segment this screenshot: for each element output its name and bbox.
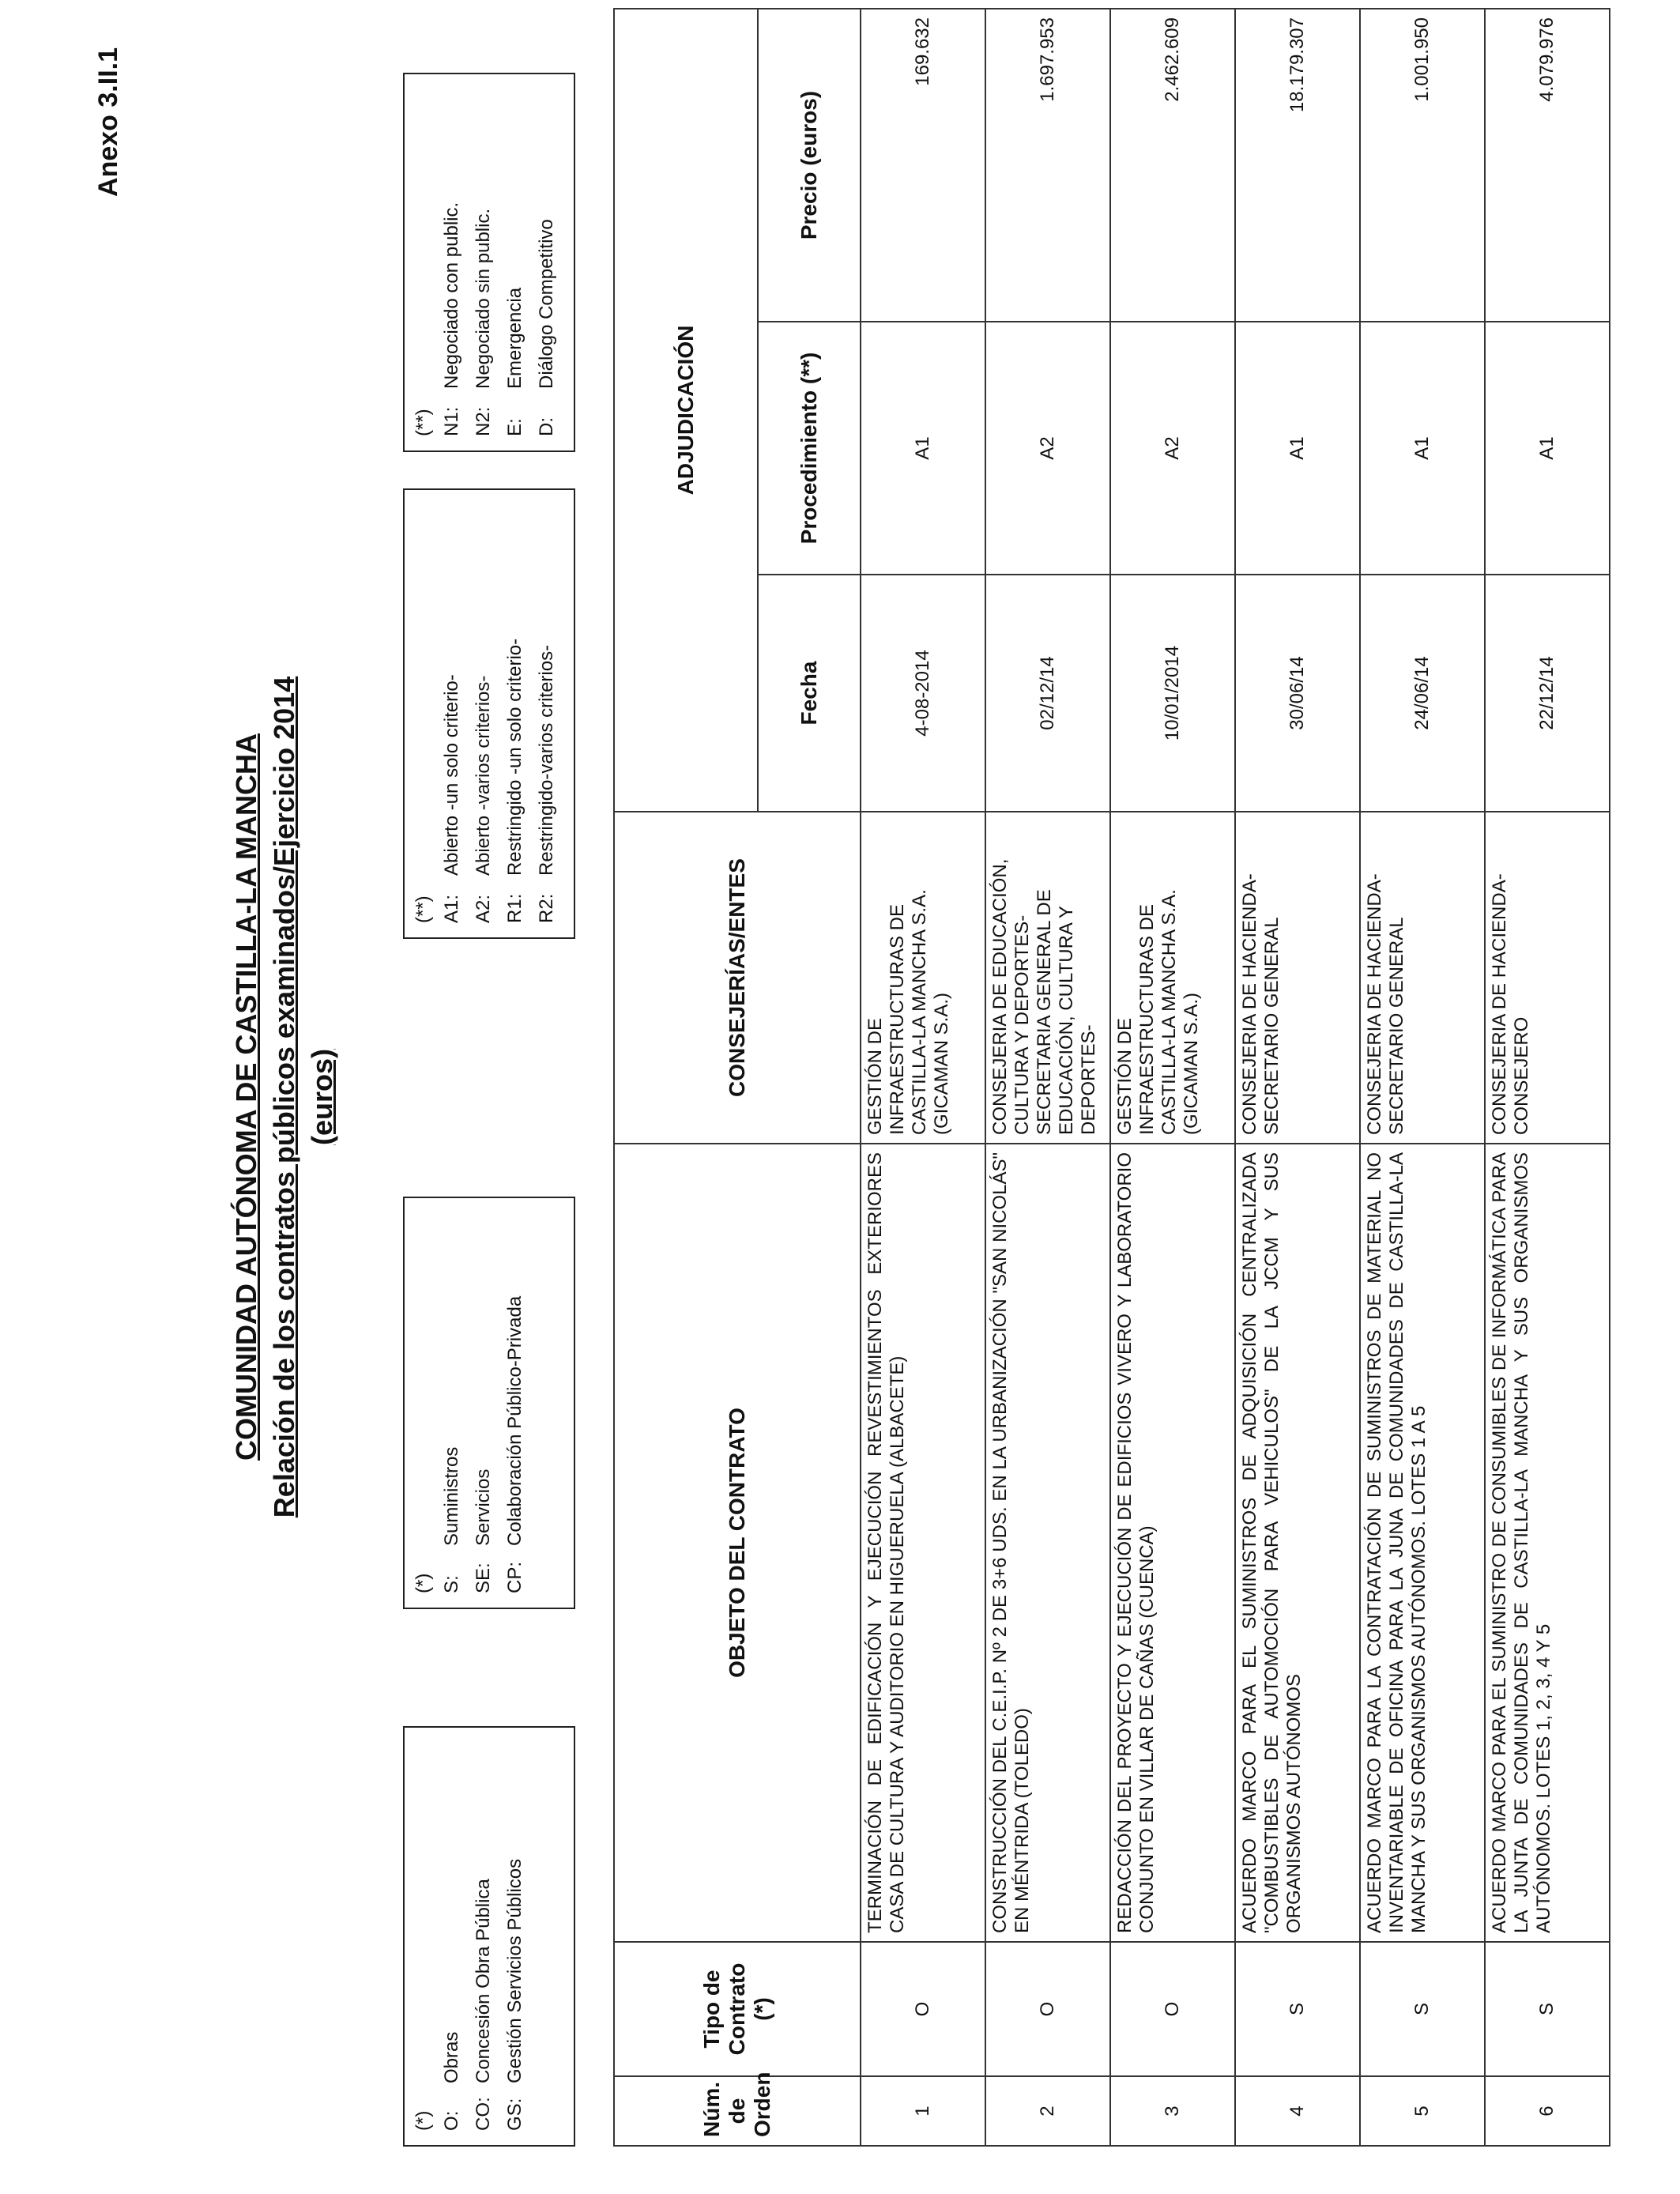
table-row [1485,9,1610,2146]
cell-ente: GESTIÓN DE INFRAESTRUCTURAS DE CASTILLA-LA MANCHA S.A. (GICAMAN S.A.) [861,812,985,1144]
cell-tipo: S [1485,1942,1610,2076]
table-row [1360,9,1485,2146]
legend-item: N2:Negociado sin public. [473,208,494,436]
cell-objeto: ACUERDO MARCO PARA LA CONTRATACIÓN DE SUMINISTROS DE MATERIAL NO INVENTARIABLE DE OFICINA PARA LA JUNA DE COMUNIDADES DE CASTILLA-LA MANCHA Y SUS ORGANISMOS AUTÓNOMOS. LOTES 1 A 5 [1360,1144,1485,1942]
legend-item: N1:Negociado con public. [441,202,462,436]
annex-label: Anexo 3.II.1 [93,47,123,197]
title-line-3: (euros) [306,1049,338,1146]
cell-procedimiento: A2 [1110,322,1235,575]
document-title [228,0,341,2194]
legend-marker: (**) [412,895,434,923]
legend-item: A2:Abierto -varios criterios- [473,675,494,923]
cell-tipo: O [861,1942,985,2076]
legend-contract-types-1 [403,1726,575,2147]
legend-procedures-1 [403,488,575,939]
legend-item: E:Emergencia [504,287,525,436]
cell-procedimiento: A1 [1485,322,1610,575]
cell-objeto: CONSTRUCCIÓN DEL C.E.I.P. Nº 2 DE 3+6 UDS. EN LA URBANIZACIÓN "SAN NICOLÁS" EN MÉNTRIDA (TOLEDO) [985,1144,1110,1942]
legend-item: GS:Gestión Servicios Públicos [504,1858,525,2131]
header-precio: Precio (euros) [758,9,861,322]
legend-marker: (*) [412,2110,434,2131]
cell-fecha: 4-08-2014 [861,575,985,812]
header-num: Núm. de Orden [614,2076,861,2146]
cell-num: 4 [1235,2076,1360,2146]
cell-procedimiento: A1 [1235,322,1360,575]
cell-ente: CONSEJERIA DE HACIENDA-SECRETARIO GENERAL [1360,812,1485,1144]
cell-objeto: TERMINACIÓN DE EDIFICACIÓN Y EJECUCIÓN REVESTIMIENTOS EXTERIORES CASA DE CULTURA Y AUDITORIO EN HIGUERUELA (ALBACETE) [861,1144,985,1942]
cell-procedimiento: A1 [1360,322,1485,575]
cell-tipo: S [1235,1942,1360,2076]
cell-precio: 2.462.609 [1110,9,1235,322]
table-row [1110,9,1235,2146]
table-row [861,9,985,2146]
table-row [1235,9,1360,2146]
legend-item: CP:Colaboración Público-Privada [504,1295,525,1593]
cell-ente: CONSEJERIA DE HACIENDA-SECRETARIO GENERAL [1235,812,1360,1144]
cell-num: 6 [1485,2076,1610,2146]
legend-item: CO:Concesión Obra Pública [473,1879,494,2131]
cell-precio: 1.697.953 [985,9,1110,322]
legend-item: S:Suministros [441,1446,462,1593]
header-fecha: Fecha [758,575,861,812]
cell-fecha: 10/01/2014 [1110,575,1235,812]
cell-tipo: O [1110,1942,1235,2076]
header-adjudicacion: ADJUDICACIÓN [614,9,758,812]
legend-contract-types-2 [403,1197,575,1609]
cell-ente: CONSEJERIA DE HACIENDA-CONSEJERO [1485,812,1610,1144]
legend-marker: (**) [412,409,434,436]
cell-procedimiento: A2 [985,322,1110,575]
header-tipo: Tipo de Contrato (*) [614,1942,861,2076]
title-line-1: COMUNIDAD AUTÓNOMA DE CASTILLA-LA MANCHA [230,733,262,1461]
cell-ente: CONSEJERIA DE EDUCACIÓN, CULTURA Y DEPORTES-SECRETARIA GENERAL DE EDUCACIÓN, CULTURA Y DEPORTES- [985,812,1110,1144]
legend-procedures-2 [403,73,575,452]
cell-fecha: 02/12/14 [985,575,1110,812]
contracts-table [613,8,1610,2147]
cell-objeto: ACUERDO MARCO PARA EL SUMINISTROS DE ADQUISICIÓN CENTRALIZADA "COMBUSTIBLES DE AUTOMOCIÓN PARA VEHICULOS" DE LA JCCM Y SUS ORGANISMOS AUTÓNOMOS [1235,1144,1360,1942]
legend-item: A1:Abierto -un solo criterio- [441,674,462,923]
cell-tipo: O [985,1942,1110,2076]
header-ente: CONSEJERÍAS/ENTES [614,812,861,1144]
cell-procedimiento: A1 [861,322,985,575]
cell-fecha: 30/06/14 [1235,575,1360,812]
cell-objeto: ACUERDO MARCO PARA EL SUMINISTRO DE CONSUMIBLES DE INFORMÁTICA PARA LA JUNTA DE COMUNIDADES DE CASTILLA-LA MANCHA Y SUS ORGANISMOS AUTÓNOMOS. LOTES 1, 2, 3, 4 Y 5 [1485,1144,1610,1942]
legend-item: O:Obras [441,2031,462,2131]
cell-precio: 18.179.307 [1235,9,1360,322]
legend-item: D:Diálogo Competitivo [536,219,557,436]
cell-num: 1 [861,2076,985,2146]
header-procedimiento: Procedimiento (**) [758,322,861,575]
legend-item: R1:Restringido -un solo criterio- [504,638,525,923]
cell-num: 5 [1360,2076,1485,2146]
cell-num: 2 [985,2076,1110,2146]
legend-item: SE:Servicios [473,1468,494,1593]
cell-fecha: 22/12/14 [1485,575,1610,812]
table-row [985,9,1110,2146]
cell-tipo: S [1360,1942,1485,2076]
cell-objeto: REDACCIÓN DEL PROYECTO Y EJECUCIÓN DE EDIFICIOS VIVERO Y LABORATORIO CONJUNTO EN VILLAR DE CAÑAS (CUENCA) [1110,1144,1235,1942]
cell-precio: 169.632 [861,9,985,322]
cell-fecha: 24/06/14 [1360,575,1485,812]
header-objeto: OBJETO DEL CONTRATO [614,1144,861,1942]
cell-precio: 4.079.976 [1485,9,1610,322]
legend-marker: (*) [412,1573,434,1593]
cell-precio: 1.001.950 [1360,9,1485,322]
legend-item: R2:Restringido-varios criterios- [536,644,557,923]
title-line-2: Relación de los contratos públicos examinados/Ejercicio 2014 [268,676,300,1518]
cell-num: 3 [1110,2076,1235,2146]
cell-ente: GESTIÓN DE INFRAESTRUCTURAS DE CASTILLA-LA MANCHA S.A. (GICAMAN S.A.) [1110,812,1235,1144]
